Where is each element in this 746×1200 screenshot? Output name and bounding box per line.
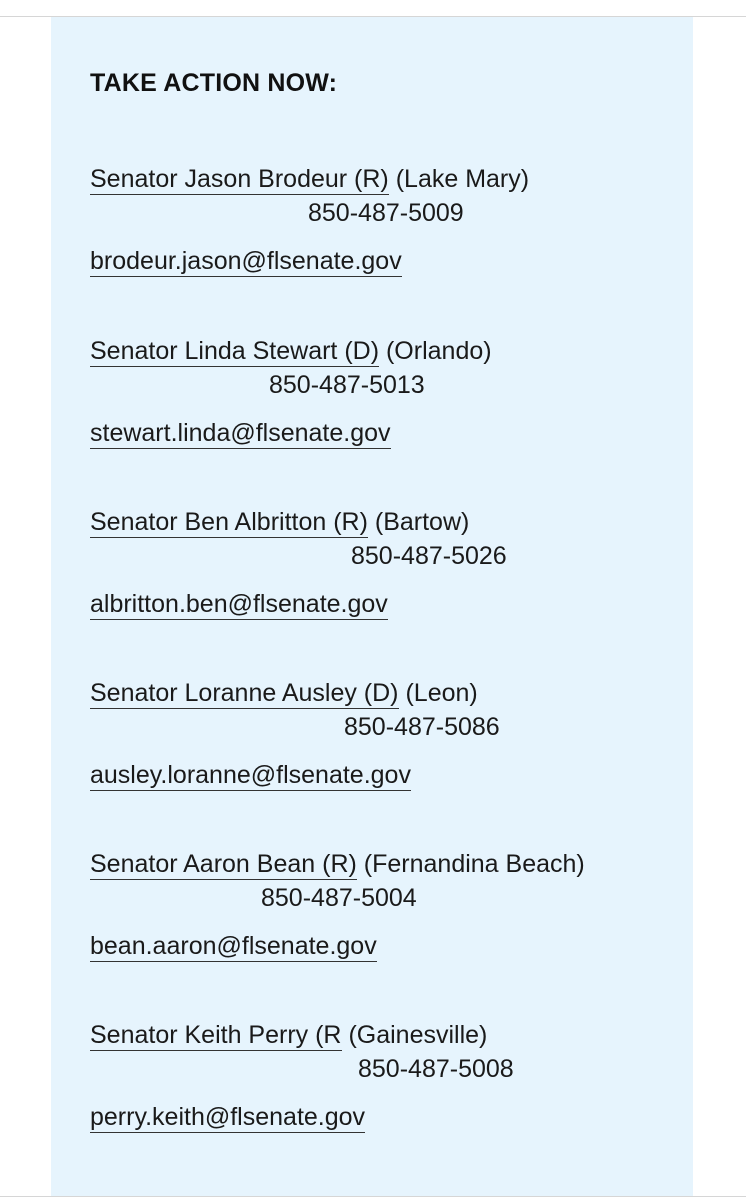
senator-email-link[interactable]: stewart.linda@flsenate.gov	[90, 419, 391, 447]
contact-name-line	[90, 847, 585, 881]
contact-email-line	[90, 929, 377, 963]
senator-location: (Leon)	[405, 679, 478, 707]
contact-email-line	[90, 587, 388, 621]
senator-location: (Lake Mary)	[395, 165, 530, 193]
senator-phone: 850-487-5008	[358, 1055, 514, 1083]
senator-location: (Bartow)	[374, 508, 470, 536]
senator-phone: 850-487-5026	[351, 542, 507, 570]
senator-location: (Orlando)	[385, 337, 492, 365]
senator-phone: 850-487-5086	[344, 713, 500, 741]
contact-name-line	[90, 162, 529, 196]
senator-location: (Gainesville)	[348, 1021, 488, 1049]
contact-email-line	[90, 416, 391, 450]
senator-phone: 850-487-5004	[261, 884, 417, 912]
contact-email-line	[90, 758, 411, 792]
senator-phone: 850-487-5009	[308, 199, 464, 227]
senator-phone: 850-487-5013	[269, 371, 425, 399]
contact-name-line	[90, 676, 478, 710]
senator-email-link[interactable]: albritton.ben@flsenate.gov	[90, 590, 388, 618]
bottom-divider	[0, 1196, 746, 1197]
senator-email-link[interactable]: bean.aaron@flsenate.gov	[90, 932, 377, 960]
senator-name-link[interactable]: Senator Ben Albritton (R)	[90, 508, 368, 536]
contact-email-line	[90, 1100, 365, 1134]
contact-name-line	[90, 334, 492, 368]
senator-name-link[interactable]: Senator Jason Brodeur (R)	[90, 165, 389, 193]
senator-email-link[interactable]: brodeur.jason@flsenate.gov	[90, 247, 402, 275]
senator-name-link[interactable]: Senator Loranne Ausley (D)	[90, 679, 399, 707]
contact-name-line	[90, 1018, 487, 1052]
senator-email-link[interactable]: ausley.loranne@flsenate.gov	[90, 761, 411, 789]
contact-email-line	[90, 244, 402, 278]
senator-name-link[interactable]: Senator Linda Stewart (D)	[90, 337, 380, 365]
section-heading: TAKE ACTION NOW:	[90, 69, 338, 97]
contact-name-line	[90, 505, 469, 539]
senator-name-link[interactable]: Senator Aaron Bean (R)	[90, 850, 357, 878]
senator-email-link[interactable]: perry.keith@flsenate.gov	[90, 1103, 366, 1131]
senator-name-link[interactable]: Senator Keith Perry (R	[90, 1021, 342, 1049]
senator-location: (Fernandina Beach)	[363, 850, 585, 878]
